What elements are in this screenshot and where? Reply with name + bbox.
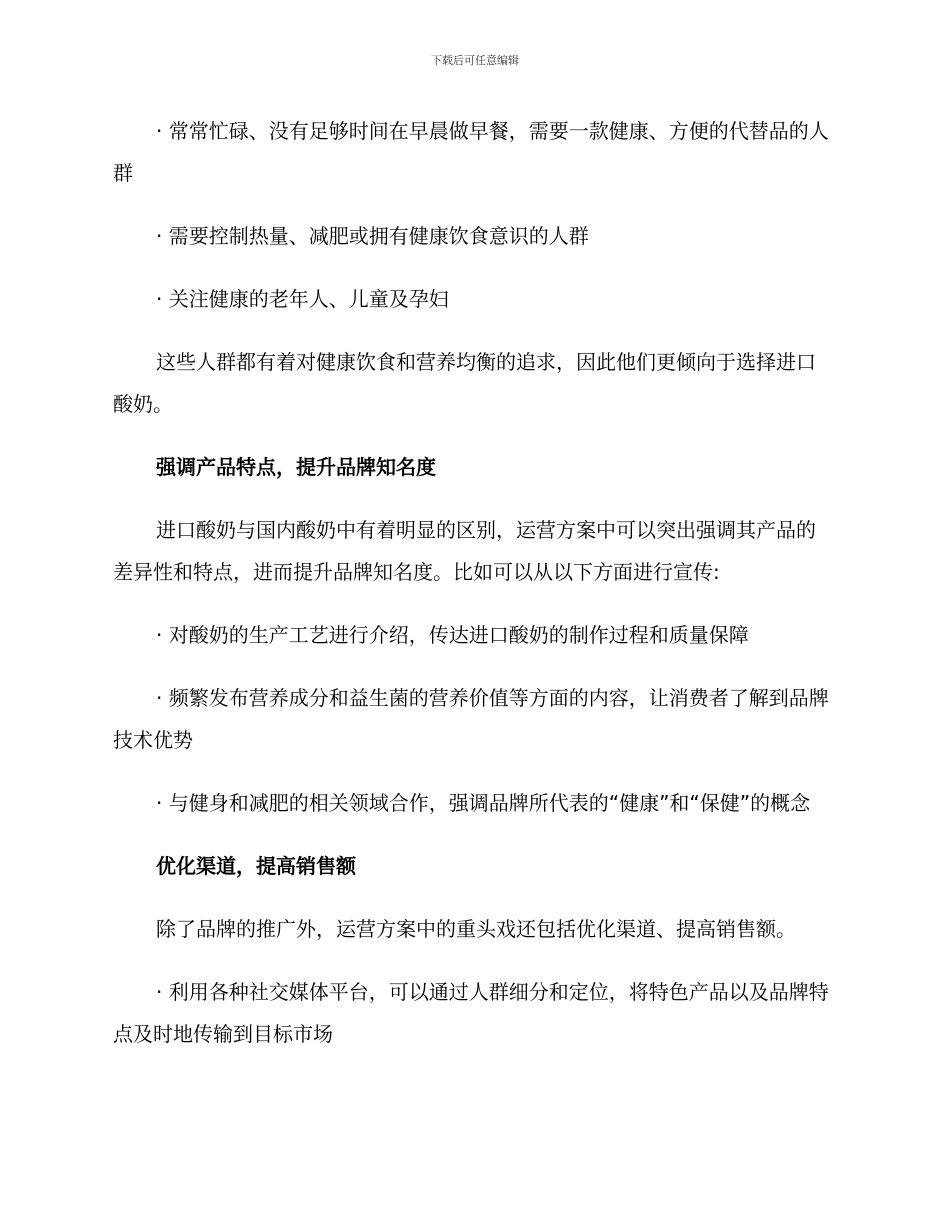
section-heading-channel-optimization: 优化渠道，提高销售额 [156, 854, 356, 878]
paragraph-target-summary: 这些人群都有着对健康饮食和营养均衡的追求，因此他们更倾向于选择进口酸奶。 [113, 350, 816, 416]
bullet-production-process: · 对酸奶的生产工艺进行介绍，传达进口酸奶的制作过程和质量保障 [156, 623, 749, 647]
bullet-health-concerned: · 关注健康的老年人、儿童及孕妇 [156, 287, 449, 311]
paragraph-channel-intro: 除了品牌的推广外，运营方案中的重头戏还包括优化渠道、提高销售额。 [156, 917, 796, 941]
bullet-nutrition-content: · 频繁发布营养成分和益生菌的营养价值等方面的内容，让消费者了解到品牌技术优势 [113, 686, 829, 752]
bullet-calorie-control: · 需要控制热量、减肥或拥有健康饮食意识的人群 [156, 224, 589, 248]
bullet-social-media: · 利用各种社交媒体平台，可以通过人群细分和定位，将特色产品以及品牌特点及时地传输到目标市场 [113, 980, 829, 1046]
bullet-busy-people: · 常常忙碌、没有足够时间在早晨做早餐，需要一款健康、方便的代替品的人群 [113, 119, 829, 185]
page-header-note: 下载后可任意编辑 [431, 54, 519, 67]
document-body [113, 110, 835, 1076]
section-heading-brand-awareness: 强调产品特点，提升品牌知名度 [156, 455, 436, 479]
bullet-fitness-partnership: · 与健身和减肥的相关领域合作，强调品牌所代表的“健康”和“保健”的概念 [156, 791, 811, 815]
paragraph-product-differentiation: 进口酸奶与国内酸奶中有着明显的区别，运营方案中可以突出强调其产品的差异性和特点，进而提升品牌知名度。比如可以从以下方面进行宣传: [113, 518, 816, 584]
